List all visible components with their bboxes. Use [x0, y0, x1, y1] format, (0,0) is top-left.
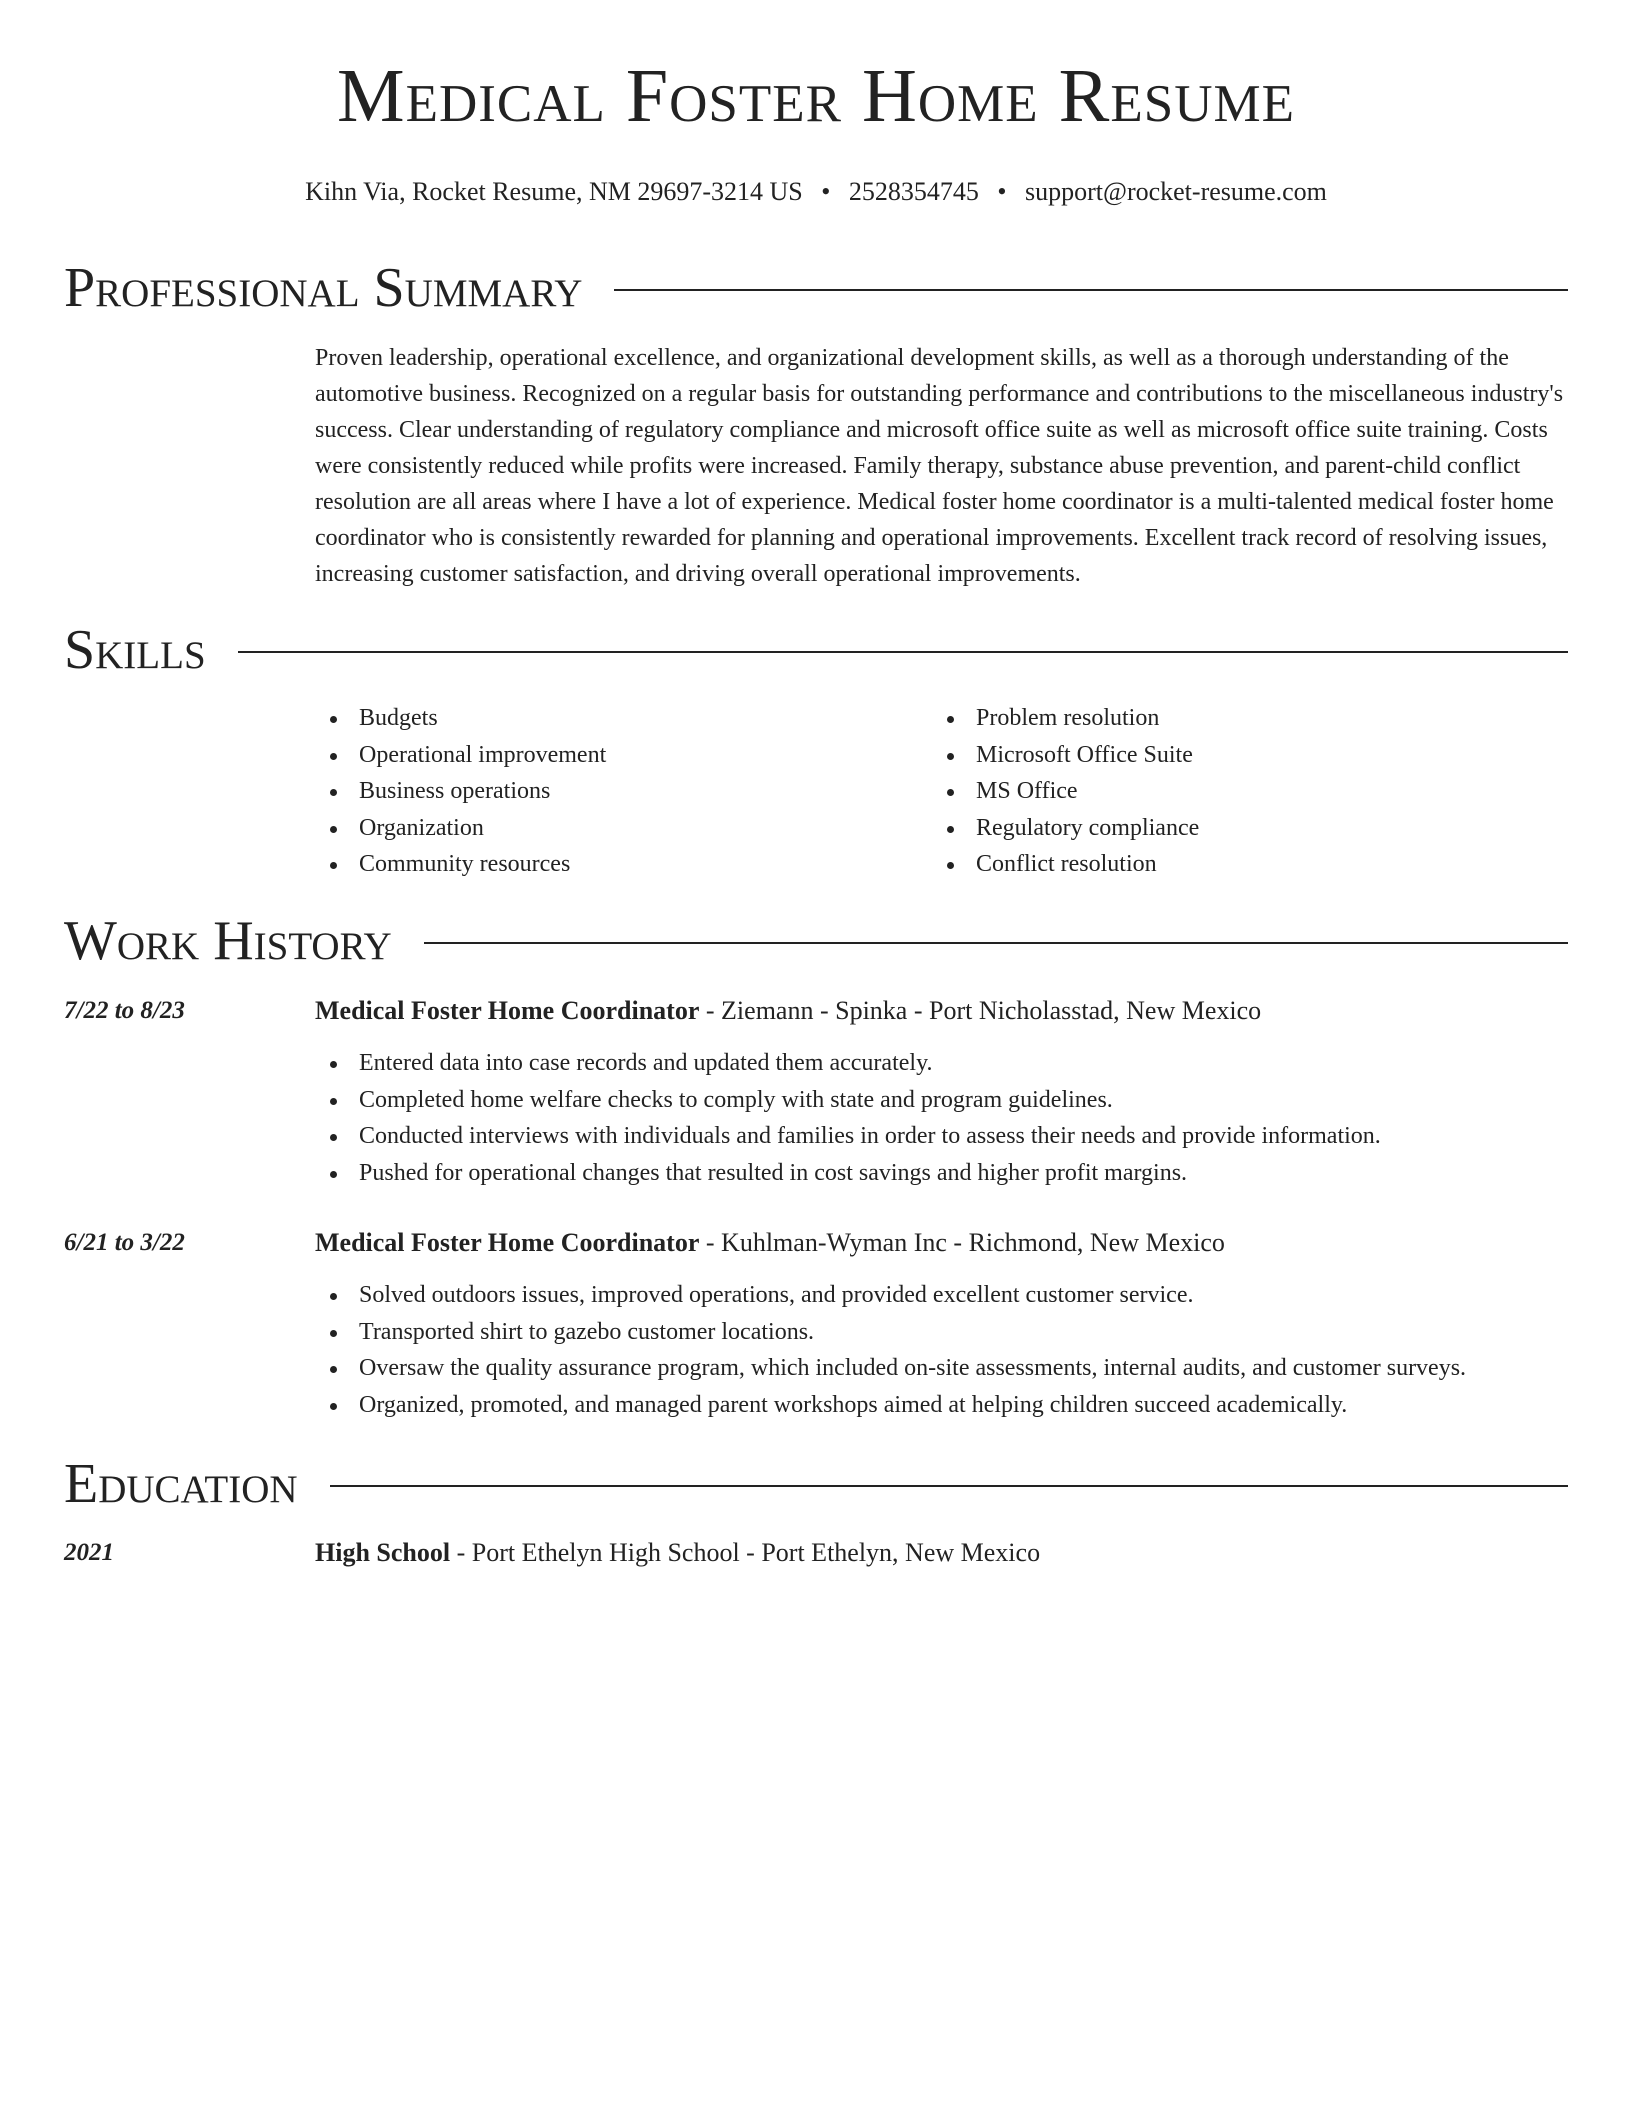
education-heading: Education [64, 1453, 298, 1515]
job-dates: 7/22 to 8/23 [64, 997, 185, 1024]
duty-item: Completed home welfare checks to comply with state and program guidelines. [315, 1082, 1381, 1119]
job-duties [315, 1277, 1466, 1423]
duty-item: Transported shirt to gazebo customer locations. [315, 1314, 1466, 1351]
education-section-header [64, 1453, 1568, 1515]
education-details: - Port Ethelyn High School - Port Ethelyn, New Mexico [450, 1538, 1041, 1567]
summary-heading: Professional Summary [64, 257, 583, 319]
contact-separator: • [821, 177, 831, 206]
job-title: Medical Foster Home Coordinator [315, 1228, 700, 1257]
skills-list-right [932, 700, 1199, 883]
job-details: - Kuhlman-Wyman Inc - Richmond, New Mexico [699, 1228, 1225, 1257]
job-dates: 6/21 to 3/22 [64, 1229, 185, 1256]
skills-list-left [315, 700, 606, 883]
duty-item: Oversaw the quality assurance program, which included on-site assessments, internal audits, and customer surveys. [315, 1350, 1466, 1387]
contact-phone: 2528354745 [848, 177, 979, 206]
duty-item: Solved outdoors issues, improved operations, and provided excellent customer service. [315, 1277, 1466, 1314]
skill-item: Problem resolution [932, 700, 1199, 737]
education-degree: High School [315, 1538, 451, 1567]
contact-info [64, 176, 1568, 208]
skill-item: Business operations [315, 773, 606, 810]
job-heading [315, 995, 1261, 1027]
duty-item: Conducted interviews with individuals and families in order to assess their needs and provide information. [315, 1118, 1381, 1155]
contact-address: Kihn Via, Rocket Resume, NM 29697-3214 US [305, 177, 803, 206]
job-title: Medical Foster Home Coordinator [315, 996, 700, 1025]
section-divider [614, 289, 1568, 291]
skills-section-header [64, 619, 1568, 681]
education-year: 2021 [64, 1539, 114, 1566]
contact-separator: • [997, 177, 1007, 206]
duty-item: Entered data into case records and updated them accurately. [315, 1045, 1381, 1082]
skill-item: Community resources [315, 846, 606, 883]
section-divider [424, 942, 1568, 944]
skill-item: Budgets [315, 700, 606, 737]
duty-item: Pushed for operational changes that resulted in cost savings and higher profit margins. [315, 1155, 1381, 1192]
job-heading [315, 1227, 1225, 1259]
work-section-header [64, 910, 1568, 972]
duty-item: Organized, promoted, and managed parent workshops aimed at helping children succeed academically. [315, 1387, 1466, 1424]
section-divider [330, 1485, 1568, 1487]
skills-heading: Skills [64, 619, 206, 681]
contact-email: support@rocket-resume.com [1025, 177, 1327, 206]
summary-text: Proven leadership, operational excellence, and organizational development skills, as well as a thorough understanding of the automotive business. Recognized on a regular basis for outstanding performance and contributions to the miscellaneous industry's success. Clear understanding of regulatory compliance and microsoft office suite as well as microsoft office suite training. Costs were consistently reduced while profits were increased. Family therapy, substance abuse prevention, and parent-child conflict resolution are all areas where I have a lot of experience. Medical foster home coordinator is a multi-talented medical foster home coordinator who is consistently rewarded for planning and operational improvements. Excellent track record of resolving issues, increasing customer satisfaction, and driving overall operational improvements. [315, 345, 1564, 587]
job-details: - Ziemann - Spinka - Port Nicholasstad, New Mexico [699, 996, 1262, 1025]
skill-item: Regulatory compliance [932, 810, 1199, 847]
resume-title: Medical Foster Home Resume [337, 54, 1295, 138]
section-divider [238, 651, 1568, 653]
job-duties [315, 1045, 1381, 1191]
skill-item: Operational improvement [315, 737, 606, 774]
skill-item: Microsoft Office Suite [932, 737, 1199, 774]
skill-item: Organization [315, 810, 606, 847]
skill-item: MS Office [932, 773, 1199, 810]
skill-item: Conflict resolution [932, 846, 1199, 883]
education-heading-line [315, 1537, 1040, 1569]
work-heading: Work History [64, 910, 392, 972]
summary-section-header [64, 257, 1568, 319]
